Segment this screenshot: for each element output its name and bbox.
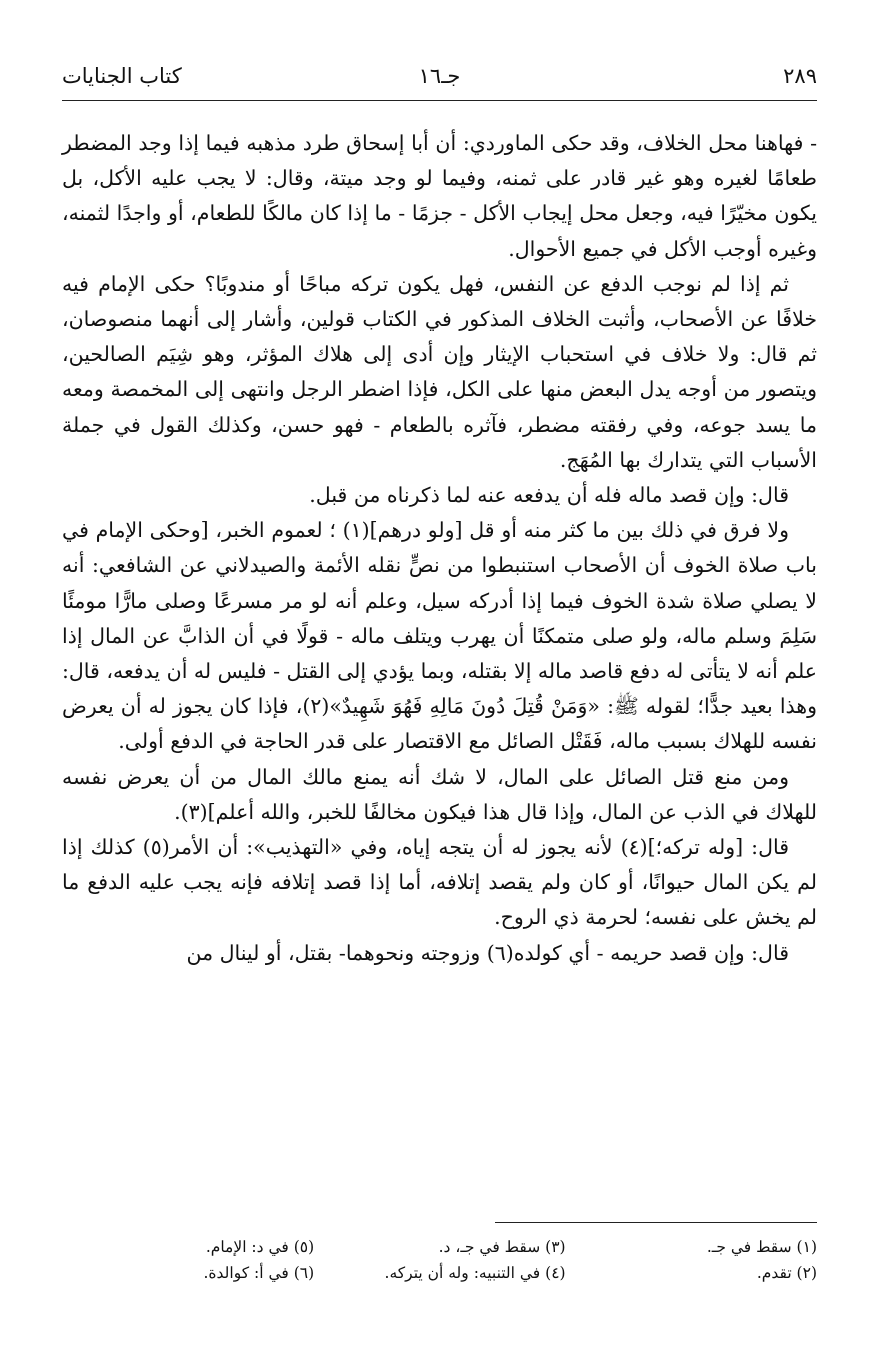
footnote-rule <box>495 1222 817 1223</box>
main-text <box>62 126 817 971</box>
footnote: (٦) في أ: كوالدة. <box>203 1264 315 1282</box>
paragraph: قال: وإن قصد حريمه - أي كولده(٦) وزوجته ونحوهما- بقتل، أو لينال من <box>186 940 789 965</box>
page-header <box>62 58 817 94</box>
footnote-row <box>62 1234 817 1260</box>
paragraph: ومن منع قتل الصائل على المال، لا شك أنه يمنع مالك المال من أن يعرض نفسه للهلاك في الذب عن المال، وإذا قال هذا فيكون مخالفًا للخبر، والله أعلم](٣). <box>62 764 817 824</box>
footnote: (١) سقط في جـ. <box>706 1238 817 1256</box>
footnote: (٥) في د: الإمام. <box>205 1238 315 1256</box>
footnote: (٢) تقدم. <box>756 1264 817 1282</box>
footnote: (٤) في التنبيه: وله أن يتركه. <box>384 1264 566 1282</box>
footnote-row <box>62 1260 817 1286</box>
paragraph: - فهاهنا محل الخلاف، وقد حكى الماوردي: أن أبا إسحاق طرد مذهبه فيما إذا وجد المضطر طعامًا لغيره وهو غير قادر على ثمنه، وفيما لو وجد ميتة، وقال: لا يجب عليه الأكل، بل يكون مخيّرًا فيه، وجعل محل إيجاب الأكل - جزمًا - ما إذا كان مالكًا للطعام، أو واجدًا لثمنه، وغيره أوجب الأكل في جميع الأحوال. <box>62 131 817 261</box>
paragraph: قال: وإن قصد ماله فله أن يدفعه عنه لما ذكرناه من قبل. <box>309 483 789 508</box>
volume-number: جـ١٦ <box>418 64 461 88</box>
paragraph: ثم إذا لم نوجب الدفع عن النفس، فهل يكون تركه مباحًا أو مندوبًا؟ حكى الإمام فيه خلافًا عن الأصحاب، وأثبت الخلاف المذكور في الكتاب قولين، وأشار إلى أنهما منصوصان، ثم قال: ولا خلاف في استحباب الإيثار وإن أدى إلى هلاك المؤثر، وهو شِيَم الصالحين، ويتصور من أوجه يدل البعض منها على الكل، فإذا اضطر الرجل وانتهى إلى المخمصة ومعه ما يسد جوعه، وفي رفقته مضطر، فآثره بالطعام - فهو حسن، وكذلك القول في جملة الأسباب التي يتدارك بها المُهَج. <box>62 271 817 472</box>
paragraph: قال: [وله تركه؛](٤) لأنه يجوز له أن يتجه إياه، وفي «التهذيب»: أن الأمر(٥) كذلك إذا لم يكن المال حيوانًا، أو كان ولم يقصد إتلافه، أما إذا قصد إتلافه فإنه يجب عليه الدفع ما لم يخش على نفسه؛ لحرمة ذي الروح. <box>62 835 817 930</box>
footnotes <box>62 1234 817 1286</box>
paragraph: ولا فرق في ذلك بين ما كثر منه أو قل [ولو درهم](١) ؛ لعموم الخبر، [وحكى الإمام في باب صلاة الخوف أن الأصحاب استنبطوا من نصٍّ نقله الأئمة والصيدلاني عن الشافعي: أنه لا يصلي صلاة شدة الخوف فيما إذا أدركه سيل، وعلم أنه لو مر مسرعًا وصلى مارًّا مومئًا سَلِمَ وسلم ماله، ولو صلى متمكنًا أن يهرب ويتلف ماله - قولًا في أن الذابَّ عن المال إذا علم أنه لا يتأتى له دفع قاصد ماله إلا بقتله، وبما يؤدي إلى القتل - فليس له أن يدفعه، قال: وهذا بعيد جدًّا؛ لقوله ﷺ: «وَمَنْ قُتِلَ دُونَ مَالِهِ فَهُوَ شَهِيدٌ»(٢)، فإذا كان يجوز له أن يعرض نفسه للهلاك بسبب ماله، فَقَتْل الصائل مع الاقتصار على قدر الحاجة في الدفع أولى. <box>62 518 818 754</box>
header-rule <box>62 100 817 101</box>
book-title: كتاب الجنايات <box>62 64 182 88</box>
footnote: (٣) سقط في جـ، د. <box>438 1238 566 1256</box>
page-number: ٢٨٩ <box>783 64 817 88</box>
